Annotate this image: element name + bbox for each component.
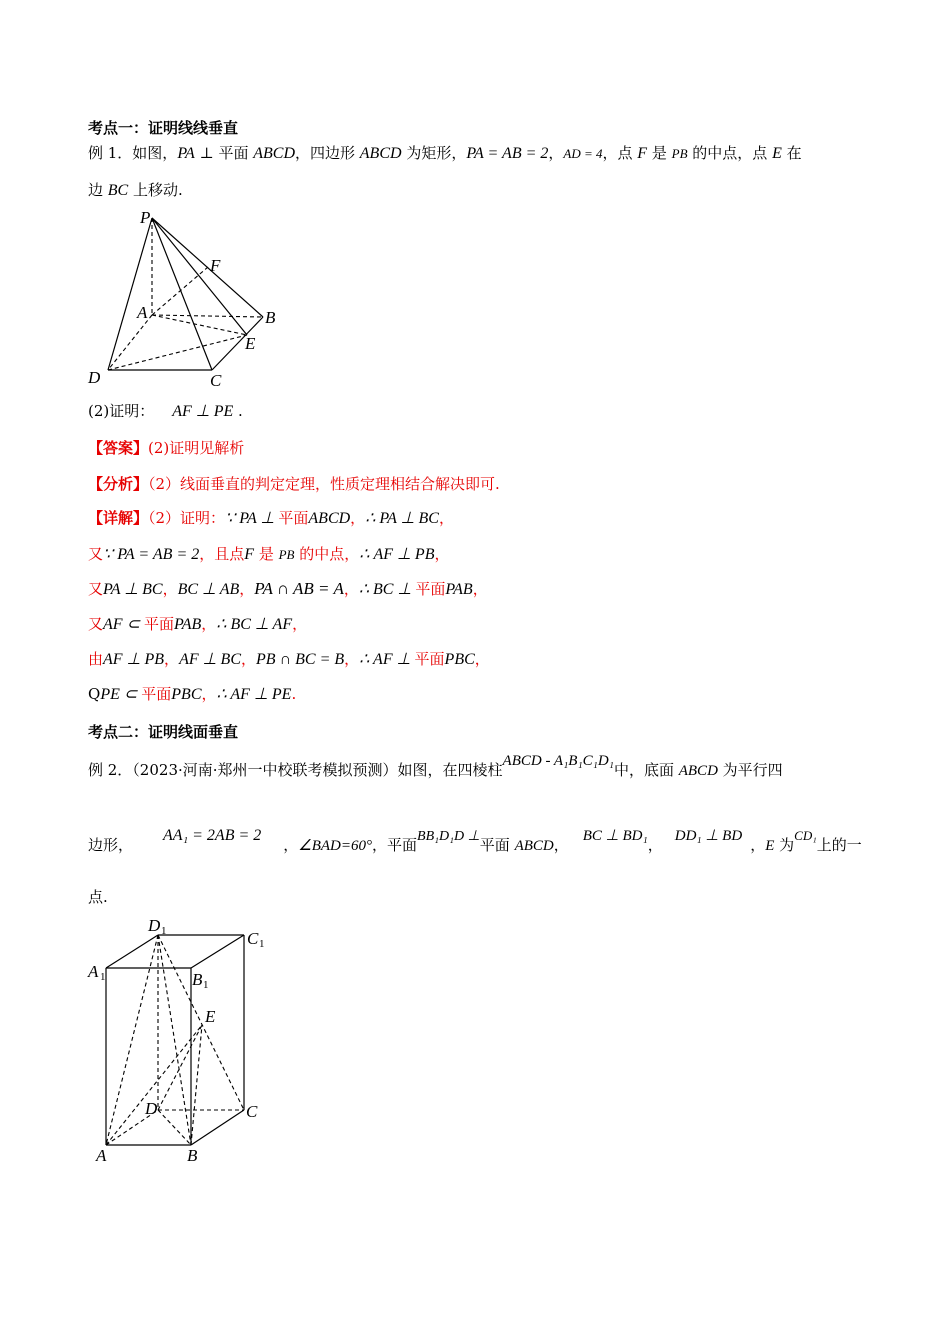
- prism-figure: [84, 910, 284, 1172]
- label-p: P: [140, 208, 151, 227]
- section-heading-1: 考点一：证明线线垂直: [88, 119, 239, 137]
- detail-line-2: 又∵ PA = AB = 2，且点F 是 PB 的中点，∴ AF ⊥ PB，: [88, 545, 450, 563]
- edge-ad: [108, 315, 152, 370]
- section-heading-2: 考点二：证明线面垂直: [88, 723, 239, 741]
- detail-line-1: 【详解】（2）证明：∵ PA ⊥ 平面ABCD，∴ PA ⊥ BC，: [88, 509, 454, 527]
- segment-de: [158, 1025, 202, 1110]
- detail-line-3: 又PA ⊥ BC，BC ⊥ AB，PA ∩ AB = A，∴ BC ⊥ 平面PAB，: [88, 579, 488, 598]
- label-c: C: [246, 1102, 258, 1121]
- label-d: D: [145, 1099, 158, 1118]
- detail-line-6: QPE ⊂ 平面PBC，∴ AF ⊥ PE.: [88, 685, 297, 703]
- edge-pd: [108, 218, 152, 370]
- sub-d1: 1: [161, 925, 167, 937]
- edge-ab: [152, 315, 263, 317]
- example-2-line-3: 点.: [88, 888, 108, 906]
- label-f: F: [210, 256, 221, 275]
- label-e: E: [205, 1007, 216, 1026]
- example-1-line-1: 例 1．如图，PA ⊥ 平面 ABCD，四边形 ABCD 为矩形，PA = AB = 2，AD = 4，点 F 是 PB 的中点，点 E 在: [88, 144, 802, 162]
- example-1-line-2: 边 BC 上移动.: [88, 181, 183, 199]
- edge-b1c1: [191, 935, 244, 968]
- detail-line-4: 又AF ⊂ 平面PAB，∴ BC ⊥ AF，: [88, 615, 308, 633]
- label-c: C: [210, 371, 222, 390]
- sub-c1: 1: [259, 938, 265, 950]
- segment-be: [191, 1025, 202, 1145]
- label-d1: D: [148, 916, 161, 935]
- answer-line: 【答案】(2)证明见解析: [88, 439, 245, 457]
- analysis-line: 【分析】（2）线面垂直的判定定理，性质定理相结合解决即可.: [88, 475, 500, 493]
- label-b: B: [265, 308, 276, 327]
- segment-de: [108, 335, 247, 370]
- label-d: D: [88, 368, 101, 387]
- label-a: A: [96, 1146, 107, 1165]
- edge-a1d1: [106, 935, 158, 968]
- pyramid-figure: [80, 205, 290, 395]
- sub-a1: 1: [100, 971, 106, 983]
- edge-bc: [191, 1110, 244, 1145]
- example-2-line-1: 例 2．（2023·河南·郑州一中校联考模拟预测）如图，在四棱柱ABCD - A₁B₁C₁D₁中，底面 ABCD 为平行四: [88, 753, 783, 779]
- example-2-line-2: 边形，AA₁ = 2AB = 2，∠BAD=60°，平面BB₁D₁D ⊥平面 ABCD， BC ⊥ BD₁， DD₁ ⊥ BD ，E 为CD₁上的一: [88, 827, 862, 854]
- label-c1: C: [247, 929, 259, 948]
- edge-pc: [152, 218, 212, 370]
- segment-af: [152, 267, 208, 315]
- detail-line-5: 由AF ⊥ PB，AF ⊥ BC，PB ∩ BC = B，∴ AF ⊥ 平面PBC，: [88, 650, 490, 668]
- sub-b1: 1: [203, 979, 209, 991]
- label-b: B: [187, 1146, 198, 1165]
- label-a: A: [137, 303, 148, 322]
- segment-bd1: [158, 935, 191, 1145]
- label-a1: A: [88, 962, 99, 981]
- question-2: (2)证明： AF ⊥ PE .: [88, 402, 243, 420]
- label-b1: B: [192, 970, 203, 989]
- label-e: E: [245, 334, 256, 353]
